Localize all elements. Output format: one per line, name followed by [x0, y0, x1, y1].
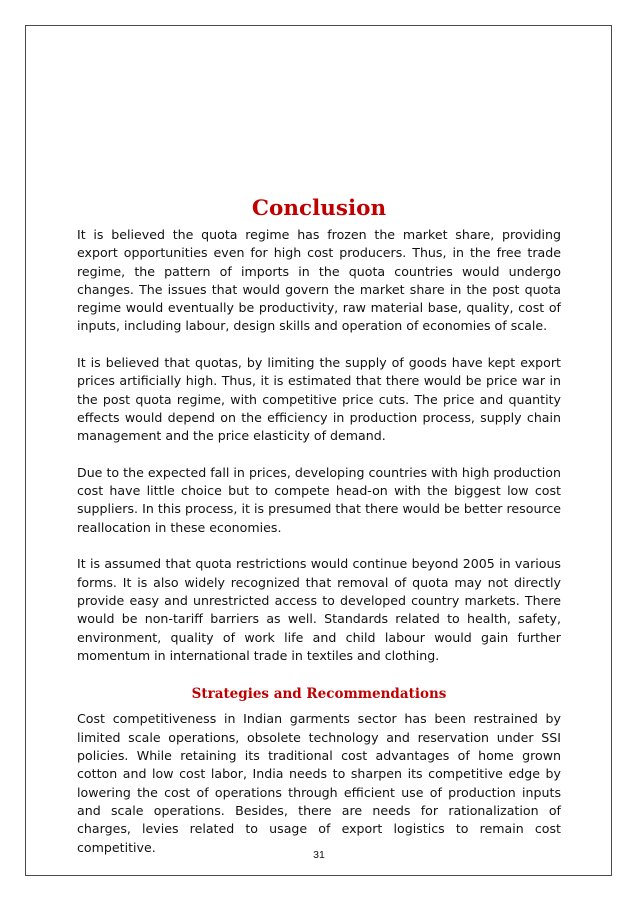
- conclusion-paragraph-3: Due to the expected fall in prices, developing countries with high production cost have little choice but to compete head-on with the biggest low cost suppliers. In this process, it is presumed that there would be better resource reallocation in these economies.: [77, 464, 561, 535]
- page-number: 31: [313, 849, 325, 861]
- strategies-heading: Strategies and Recommendations: [191, 686, 447, 703]
- conclusion-paragraph-1: It is believed the quota regime has frozen the market share, providing export opportunities even for high cost producers. Thus, in the free trade regime, the pattern of imports in the quota countries would undergo changes. The issues that would govern the market share in the post quota regime would eventually be productivity, raw material base, quality, cost of inputs, including labour, design skills and operation of economies of scale.: [77, 227, 561, 334]
- conclusion-paragraph-2: It is believed that quotas, by limiting the supply of goods have kept export prices artificially high. Thus, it is estimated that there would be price war in the post quota regime, with competitive price cuts. The price and quantity effects would depend on the efficiency in production process, supply chain management and the price elasticity of demand.: [77, 355, 561, 444]
- page-content: [77, 193, 561, 857]
- strategies-paragraph: Cost competitiveness in Indian garments sector has been restrained by limited scale operations, obsolete technology and reservation under SSI policies. While retaining its traditional cost advantages of home grown cotton and low cost labor, India needs to sharpen its competitive edge by lowering the cost of operations through efficient use of production inputs and scale operations. Besides, there are needs for rationalization of charges, levies related to usage of export logistics to remain cost competitive.: [77, 711, 561, 855]
- conclusion-paragraph-4: It is assumed that quota restrictions would continue beyond 2005 in various forms. It is also widely recognized that removal of quota may not directly provide easy and unrestricted access to developed country markets. There would be non-tariff barriers as well. Standards related to health, safety, environment, quality of work life and child labour would gain further momentum in international trade in textiles and clothing.: [77, 556, 561, 663]
- conclusion-heading: Conclusion: [251, 196, 387, 221]
